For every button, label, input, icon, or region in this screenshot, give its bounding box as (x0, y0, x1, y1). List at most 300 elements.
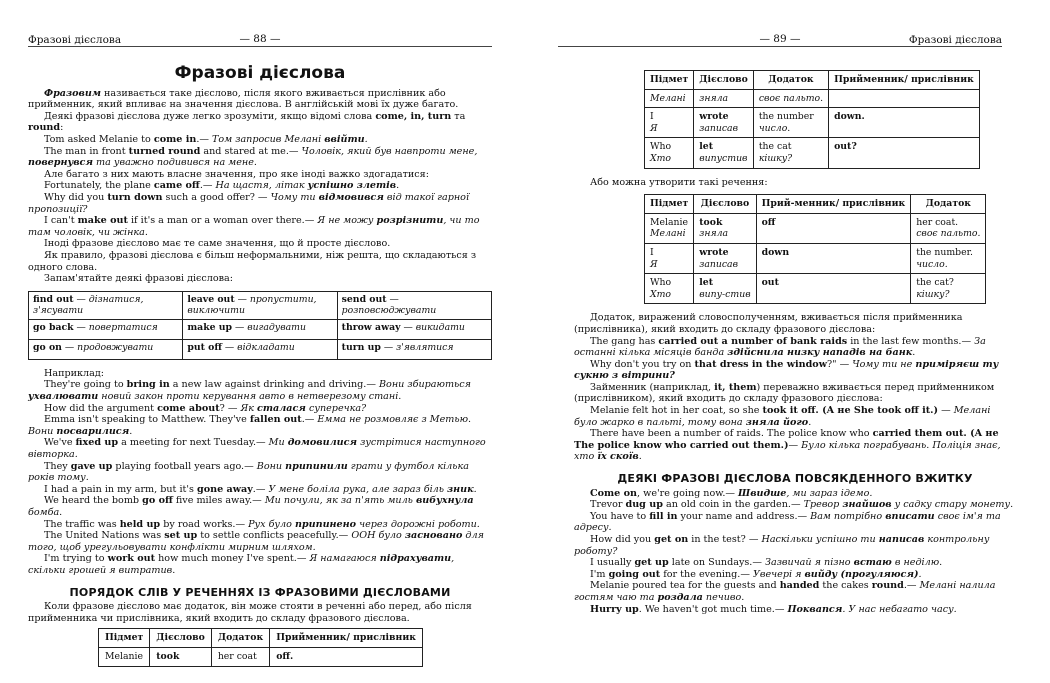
phrasal-verb-cell (183, 319, 337, 339)
column-header: Додаток (911, 195, 986, 214)
paragraph (574, 604, 1016, 616)
table-cell (150, 647, 212, 666)
text-run: Іноді фразове дієслово має те саме значення, що й просте дієслово. (44, 238, 391, 250)
cell-translation: Мелані (650, 228, 686, 240)
text-run: make out (77, 215, 128, 227)
text-run: засновано (404, 530, 463, 542)
text-run: . (638, 451, 642, 463)
text-run: round (28, 122, 61, 134)
text-run: підрахувати (379, 553, 452, 565)
text-run: у садку стару монету. (891, 499, 1014, 511)
text-run: Запам'ятайте деякі фразові дієслова: (44, 273, 234, 285)
dash: — (380, 341, 397, 353)
cell-translation: випу-стив (699, 288, 751, 300)
column-header: Підмет (645, 71, 694, 90)
table-cell (694, 274, 756, 304)
right-body (574, 70, 1016, 615)
text-run: gone away (196, 483, 253, 495)
paragraph (28, 495, 492, 518)
translation: відкладати (237, 341, 295, 353)
table-cell (211, 647, 269, 666)
table-cell (694, 108, 754, 138)
text-run: їх скоїв (597, 451, 639, 463)
table-cell (645, 274, 694, 304)
paragraph (28, 553, 492, 576)
left-body (28, 62, 492, 671)
text-run: The traffic was (44, 518, 120, 530)
text-run: , ми зараз ідемо. (786, 487, 873, 499)
text-run: припинено (294, 518, 357, 530)
text-run: your name and address.— (677, 510, 811, 522)
text-run: На щастя, літак (215, 180, 308, 192)
text-run: Рух було (248, 518, 295, 530)
text-run: I'm (590, 568, 609, 580)
text-run: come in (153, 133, 197, 145)
phrasal-verb: leave out (187, 293, 235, 305)
text-run: повернувся (28, 157, 93, 169)
text-run: Чому ти не (852, 358, 916, 370)
chapter-title: Фразові дієслова (174, 63, 346, 83)
text-run: Наскільки успішно ти (761, 534, 879, 545)
text-run: Займенник (наприклад, (590, 381, 715, 393)
right-page (528, 0, 1050, 683)
left-page (0, 0, 520, 683)
text-run: в неділю. (891, 557, 943, 569)
table-cell (645, 108, 694, 138)
phrasal-verb: turn up (341, 341, 381, 353)
translation: дізнатися, з'ясувати (33, 293, 144, 317)
text-run: контрольну роботу? (574, 534, 990, 557)
paragraph (28, 437, 492, 460)
dash: — (73, 293, 89, 305)
text-run: carried them out (872, 428, 964, 440)
dash: — (73, 321, 89, 333)
text-run: .— (196, 133, 213, 145)
text-run: Emma isn't speaking to Matthew. They've (44, 414, 250, 426)
text-run: You have to (590, 510, 650, 522)
text-run: The man in front (44, 145, 129, 157)
paragraph (574, 499, 1016, 511)
table-row (645, 89, 980, 108)
text-run: , we're going now.— (637, 487, 739, 499)
cell-text: the number. (916, 246, 974, 258)
dash: — (400, 321, 416, 333)
text-run: називається таке дієслово, після якого вживається прислівник або прийменник, який впливає на значення дієслова. В англійській мові їх дуже багато. (28, 87, 459, 111)
text-run: such a good offer? — (162, 191, 271, 203)
table-row (99, 647, 423, 666)
text-run: I usually (590, 557, 635, 569)
phrasal-verb: put off (187, 341, 222, 353)
paragraph (28, 403, 492, 415)
text-run: та (451, 110, 466, 122)
text-run: Але багато з них мають власне значення, про яке іноді важко здогадатися: (44, 168, 429, 180)
text-run: через дорожні роботи. (356, 518, 480, 530)
text-run: come, in, turn (375, 110, 452, 122)
paragraph (28, 192, 492, 215)
paragraph (28, 134, 492, 146)
text-run: .— (903, 580, 920, 592)
text-run: припинили (285, 460, 348, 472)
column-header: Додаток (211, 629, 269, 648)
text-run: встаю (853, 557, 892, 569)
text-run: Швидше (738, 487, 787, 499)
cell-text: своє пальто. (758, 92, 824, 104)
text-run: Ми почули, як за п'ять миль (264, 495, 416, 507)
translation: продовжувати (77, 341, 154, 353)
text-run: fallen out (249, 414, 302, 426)
table-header-row (645, 71, 980, 90)
text-run: held up (119, 518, 161, 530)
text-run: in the last few months.— (847, 335, 975, 347)
paragraph (574, 359, 1016, 382)
section-title: ПОРЯДОК СЛІВ У РЕЧЕННЯХ ІЗ ФРАЗОВИМИ ДІЄСЛОВАМИ (69, 585, 451, 599)
text-run: Вам потрібно (810, 510, 886, 522)
text-run: Why don't you try on (590, 358, 695, 370)
table-cell (694, 213, 756, 243)
text-run: work out (107, 553, 156, 565)
phrasal-verb-cell (337, 339, 491, 359)
text-run: Як (240, 402, 258, 414)
intro-text (28, 88, 492, 285)
table-cell (756, 243, 911, 273)
text-run: how much money I've spent.— (155, 553, 310, 565)
table-cell (694, 243, 756, 273)
text-run: розрізнити (376, 215, 444, 227)
paragraph (28, 111, 492, 134)
text-run: Тревор (803, 499, 843, 511)
text-run: gave up (70, 460, 113, 472)
text-run: зустрітися наступного вівторка. (28, 437, 486, 461)
text-run: Наприклад: (44, 367, 104, 379)
paragraph (28, 519, 492, 531)
phrasal-verb: find out (33, 293, 74, 305)
text-run: fixed up (75, 437, 119, 449)
phrasal-verb: go on (33, 341, 62, 353)
cell-translation: записав (699, 258, 739, 270)
text-run: ) переважно вживається перед прийменником (прислівником), який входить до складу фразового дієслова: (574, 381, 995, 405)
text-run: . (808, 416, 812, 428)
text-run: There have been a number of raids. The police know who (590, 428, 873, 440)
phrasal-verb: go back (33, 321, 74, 333)
cell-translation: записав (699, 122, 739, 134)
table-row (645, 138, 980, 168)
text-run: ? — (219, 402, 241, 414)
column-header: Підмет (99, 629, 150, 648)
cell-text: I (650, 246, 654, 258)
cell-text: Who (650, 141, 672, 153)
text-run: новий закон проти керування авто в нетверезому стані. (98, 391, 402, 403)
translation: викидати (415, 321, 465, 333)
text-run: Melanie felt hot in her coat, so she (590, 405, 763, 417)
cell-translation: Я (650, 258, 658, 270)
text-run: знайшов (842, 499, 892, 511)
text-run: by road works.— (160, 518, 249, 530)
text-run: bring in (126, 379, 170, 391)
text-run: We've (44, 437, 76, 449)
table-row (645, 108, 980, 138)
text-run: .— (252, 483, 269, 495)
text-run: . (473, 483, 477, 495)
cell-text: the cat? (916, 277, 954, 289)
text-run: . (A не She took off it.) (815, 405, 939, 417)
text-run: that dress in the window (694, 358, 827, 370)
text-run: Поквапся (787, 603, 843, 615)
everyday-verbs-text (574, 488, 1016, 616)
phrasal-verb-cell (337, 291, 491, 319)
paragraph (574, 428, 1016, 463)
paragraph (28, 215, 492, 238)
text-run: late on Sundays.— (668, 557, 765, 569)
text-run: handed (779, 580, 820, 592)
column-header: Додаток (753, 71, 828, 90)
word-order-table-2 (644, 194, 986, 304)
column-header: Дієслово (150, 629, 212, 648)
text-run: суперечка? (305, 402, 367, 414)
text-run: вийду (прогуляюся) (804, 568, 919, 580)
text-run: an old coin in the garden.— (662, 499, 804, 511)
table-header-row (99, 629, 423, 648)
examples-text (28, 368, 492, 577)
table-header-row (645, 195, 986, 214)
text-run: ООН було (351, 530, 405, 542)
text-run: come about (157, 402, 220, 414)
text-run: took it off (762, 405, 816, 417)
text-run: carried out a number of bank raids (658, 335, 848, 347)
cell-text: I (650, 111, 654, 123)
text-run: , скільки грошей я витратив. (28, 553, 455, 576)
table-cell (645, 138, 694, 168)
cell-text: Melanie (650, 216, 689, 228)
text-run: The gang has (590, 335, 659, 347)
text-run: сталася (257, 402, 306, 414)
cell-text: her coat (217, 650, 257, 662)
paragraph (574, 557, 1016, 569)
text-run: зняла його (745, 416, 809, 428)
cell-text: Мелані (650, 92, 686, 104)
text-run: домовилися (287, 437, 358, 449)
text-run: . У нас небагато часу. (842, 603, 957, 615)
text-run: We heard the bomb (44, 495, 143, 507)
paragraph (574, 511, 1016, 534)
table-row (645, 213, 986, 243)
translation: повертатися (88, 321, 158, 333)
column-header: Дієслово (694, 71, 754, 90)
running-title: Фразові дієслова (908, 34, 1002, 46)
text-run: Деякі фразові дієслова дуже легко зрозуміти, якщо відомі слова (44, 110, 376, 122)
column-header: Підмет (645, 195, 694, 214)
paragraph (574, 312, 1016, 335)
text-run: Увечері я (752, 568, 805, 580)
table-row (645, 243, 986, 273)
table-cell (829, 138, 980, 168)
text-run: своє ім'я та адресу. (574, 510, 1001, 534)
table-cell (829, 108, 980, 138)
table-cell (645, 213, 694, 243)
cell-text: Who (650, 277, 672, 289)
text-run: to settle conflicts peacefully.— (197, 530, 352, 542)
cell-translation: кішку? (916, 288, 950, 300)
cell-text: took (699, 216, 723, 228)
paragraph (574, 336, 1016, 359)
cell-translation: випустив (699, 152, 748, 164)
paragraph (28, 238, 492, 250)
table-cell (645, 89, 694, 108)
paragraph (574, 580, 1016, 603)
text-run: going out (608, 568, 661, 580)
table-cell (99, 647, 150, 666)
cell-text: let (699, 141, 714, 153)
text-run: . (A не The police know who carried out them.) (574, 428, 999, 451)
paragraph (574, 488, 1016, 500)
phrasal-verb-cell (183, 339, 337, 359)
text-run: set up (164, 530, 198, 542)
column-header: Прийменник/ прислівник (270, 629, 423, 648)
table-cell (753, 108, 828, 138)
text-run: Мелані було жарко в пальті, тому вона (574, 405, 991, 428)
table-cell (911, 213, 986, 243)
text-run: it, them (714, 381, 757, 393)
cell-text: зняла (699, 92, 729, 104)
text-run: ухвалювати (28, 391, 99, 403)
text-run: get on (654, 534, 689, 545)
column-header: Прий-менник/ прислівник (756, 195, 911, 214)
cell-text: out (761, 277, 779, 289)
table-cell (756, 274, 911, 304)
table-row (645, 274, 986, 304)
text-run: Том запросив Мелані (212, 133, 325, 145)
text-run: Hurry up (590, 603, 639, 615)
text-run: , чи то там чоловік, чи жінка. (28, 215, 480, 238)
translation: розповсюджувати (341, 305, 437, 317)
cell-translation: кішку? (758, 152, 793, 164)
text-run: Зазвичай я пізно (765, 557, 854, 569)
dash: — (232, 321, 248, 333)
table-cell (753, 89, 828, 108)
text-run: turn down (107, 191, 163, 203)
dash: — (221, 341, 238, 353)
column-header: Прийменник/ прислівник (829, 71, 980, 90)
phrasal-verb-cell (29, 339, 183, 359)
paragraph (28, 414, 492, 437)
text-run: playing football years ago.— (112, 460, 257, 472)
phrasal-verb-cell (29, 319, 183, 339)
text-run: turned round (128, 145, 201, 157)
table-cell (756, 213, 911, 243)
text-run: . (396, 180, 400, 192)
text-run: came off (153, 180, 200, 192)
text-run: a new law against drinking and driving.— (169, 379, 379, 391)
text-run: від такої гарної пропозиції? (28, 191, 470, 215)
text-run: . (918, 568, 922, 580)
text-run: . We haven't got much time.— (638, 603, 788, 615)
text-run: зник (447, 483, 474, 495)
cell-translation: Хто (650, 152, 672, 164)
paragraph (28, 88, 492, 111)
cell-translation: своє пальто. (916, 228, 981, 240)
text-run: вибухнула (415, 495, 474, 507)
right-running-head (558, 28, 1002, 47)
cell-translation: число. (916, 258, 948, 270)
page-number: — 89 — (759, 33, 801, 45)
text-run: відмовився (318, 191, 384, 203)
word-order-table-1 (644, 70, 980, 169)
paragraph (574, 405, 1016, 428)
text-run: . (364, 133, 368, 145)
text-run: go off (142, 495, 173, 507)
section-title: ДЕЯКІ ФРАЗОВІ ДІЄСЛОВА ПОВСЯКДЕННОГО ВЖИТКУ (617, 472, 973, 486)
text-run: Вони збираються (379, 379, 471, 391)
cell-text: took (156, 650, 180, 662)
text-run: Tom asked Melanie to (44, 133, 154, 145)
left-running-head (28, 28, 492, 47)
dash: — (234, 293, 250, 305)
cell-text: out? (834, 141, 857, 153)
word-order-table (98, 628, 423, 666)
text-run: — (788, 439, 802, 451)
text-run: Come on (590, 487, 638, 499)
cell-text: wrote (699, 246, 729, 258)
text-run: У мене боліла рука, але зараз біль (268, 483, 448, 495)
text-run: роздала (657, 591, 703, 603)
table-cell (694, 89, 754, 108)
text-run: Чому ти (270, 191, 319, 203)
text-run: приміряєш ту сукню з вітрини? (574, 358, 999, 382)
text-run: . (129, 425, 133, 437)
text-run: Why did you (44, 191, 108, 203)
paragraph (28, 484, 492, 496)
table-row (29, 319, 492, 339)
paragraph (28, 379, 492, 402)
text-run: dug up (625, 499, 663, 511)
text-run: .— (301, 414, 318, 426)
paragraph (574, 382, 1016, 405)
text-run: get up (634, 557, 669, 569)
phrasal-verb-cell (183, 291, 337, 319)
text-run: round (871, 580, 904, 592)
text-run: грати у футбол кілька років тому. (28, 460, 469, 484)
text-run: the cakes (819, 580, 872, 592)
table-cell (753, 138, 828, 168)
paragraph (28, 146, 492, 169)
cell-text: off. (276, 650, 294, 662)
paragraph (574, 569, 1016, 581)
text-run: for the evening.— (660, 568, 753, 580)
cell-translation: число. (758, 122, 791, 134)
phrasal-verb-cell (29, 291, 183, 319)
text-run: and stared at me.— (200, 145, 302, 157)
text-run: I can't (44, 215, 78, 227)
text-run: Я не можу (317, 215, 377, 227)
text-run: печиво. (702, 591, 745, 603)
text-run: За останні кілька місяців банда (574, 335, 986, 359)
text-run: a meeting for next Tuesday.— (118, 437, 269, 449)
text-run: .— (199, 180, 216, 192)
text-run: ?" — (826, 358, 853, 370)
text-run: Ми (268, 437, 288, 449)
text-run: посварилися (56, 425, 130, 437)
text-run: How did the argument (44, 402, 158, 414)
paragraph (574, 534, 1016, 557)
table-cell (694, 138, 754, 168)
dash: — (61, 341, 78, 353)
section-text: Коли фразове дієслово має додаток, він може стояти в реченні або перед, або після прийменника чи прислівника, який входить до складу фразового дієслова. (28, 601, 472, 624)
cell-translation: Хто (650, 288, 672, 300)
paragraph (28, 368, 492, 380)
text-run: успішно злетів (307, 180, 397, 192)
cell-text: the cat (758, 141, 792, 153)
paragraph (28, 273, 492, 285)
paragraph (28, 169, 492, 181)
